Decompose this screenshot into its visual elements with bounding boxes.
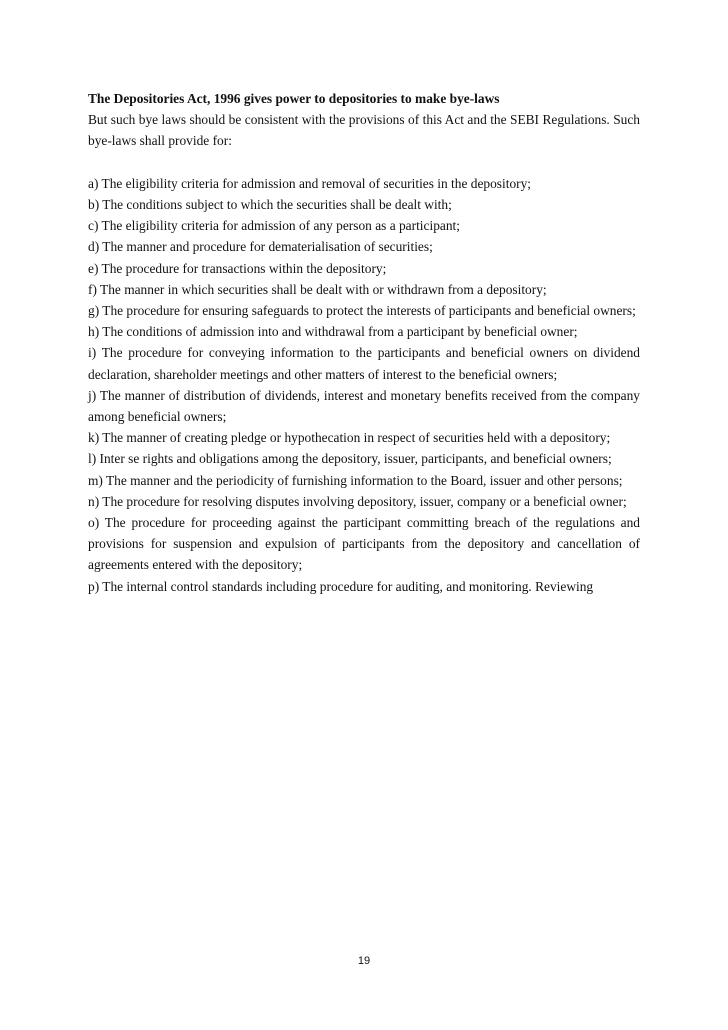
list-item-a: a) The eligibility criteria for admission and removal of securities in the depository; [88, 175, 532, 191]
list-item-o: o) The procedure for proceeding against the participant committing breach of the regulations and provisions for suspension and expulsion of participants from the depository and cancellation of agreements entered with the depository; [88, 515, 640, 573]
list-item-k: k) The manner of creating pledge or hypothecation in respect of securities held with a depository; [88, 430, 611, 446]
list-item-h: h) The conditions of admission into and withdrawal from a participant by beneficial owner; [88, 324, 578, 340]
list-item-i: i) The procedure for conveying information to the participants and beneficial owners on dividend declaration, shareholder meetings and other matters of interest to the beneficial owners; [88, 345, 640, 382]
section-heading: The Depositories Act, 1996 gives power to depositories to make bye-laws [88, 91, 500, 106]
list-item-p: p) The internal control standards including procedure for auditing, and monitoring. Reviewing [88, 578, 594, 594]
page-number: 19 [357, 955, 371, 967]
list-item-m: m) The manner and the periodicity of furnishing information to the Board, issuer and other persons; [88, 472, 623, 488]
list-item-n: n) The procedure for resolving disputes involving depository, issuer, company or a beneficial owner; [88, 493, 627, 509]
intro-paragraph: But such bye laws should be consistent with the provisions of this Act and the SEBI Regulations. Such bye-laws shall provide for: [88, 112, 640, 149]
list-item-f: f) The manner in which securities shall be dealt with or withdrawn from a depository; [88, 281, 547, 297]
list-item-j: j) The manner of distribution of dividends, interest and monetary benefits received from the company among beneficial owners; [88, 387, 640, 425]
paragraph-spacer [88, 152, 640, 173]
list-item-b: b) The conditions subject to which the securities shall be dealt with; [88, 197, 452, 212]
list-item-g: g) The procedure for ensuring safeguards to protect the interests of participants and beneficial owners; [88, 303, 636, 319]
list-item-e: e) The procedure for transactions within the depository; [88, 260, 387, 276]
list-item-c: c) The eligibility criteria for admission of any person as a participant; [88, 218, 460, 234]
list-item-l: l) Inter se rights and obligations among the depository, issuer, participants, and beneficial owners; [88, 451, 612, 467]
bye-laws-list [88, 173, 640, 597]
list-item-d: d) The manner and procedure for dematerialisation of securities; [88, 239, 433, 255]
page-body [88, 88, 640, 597]
